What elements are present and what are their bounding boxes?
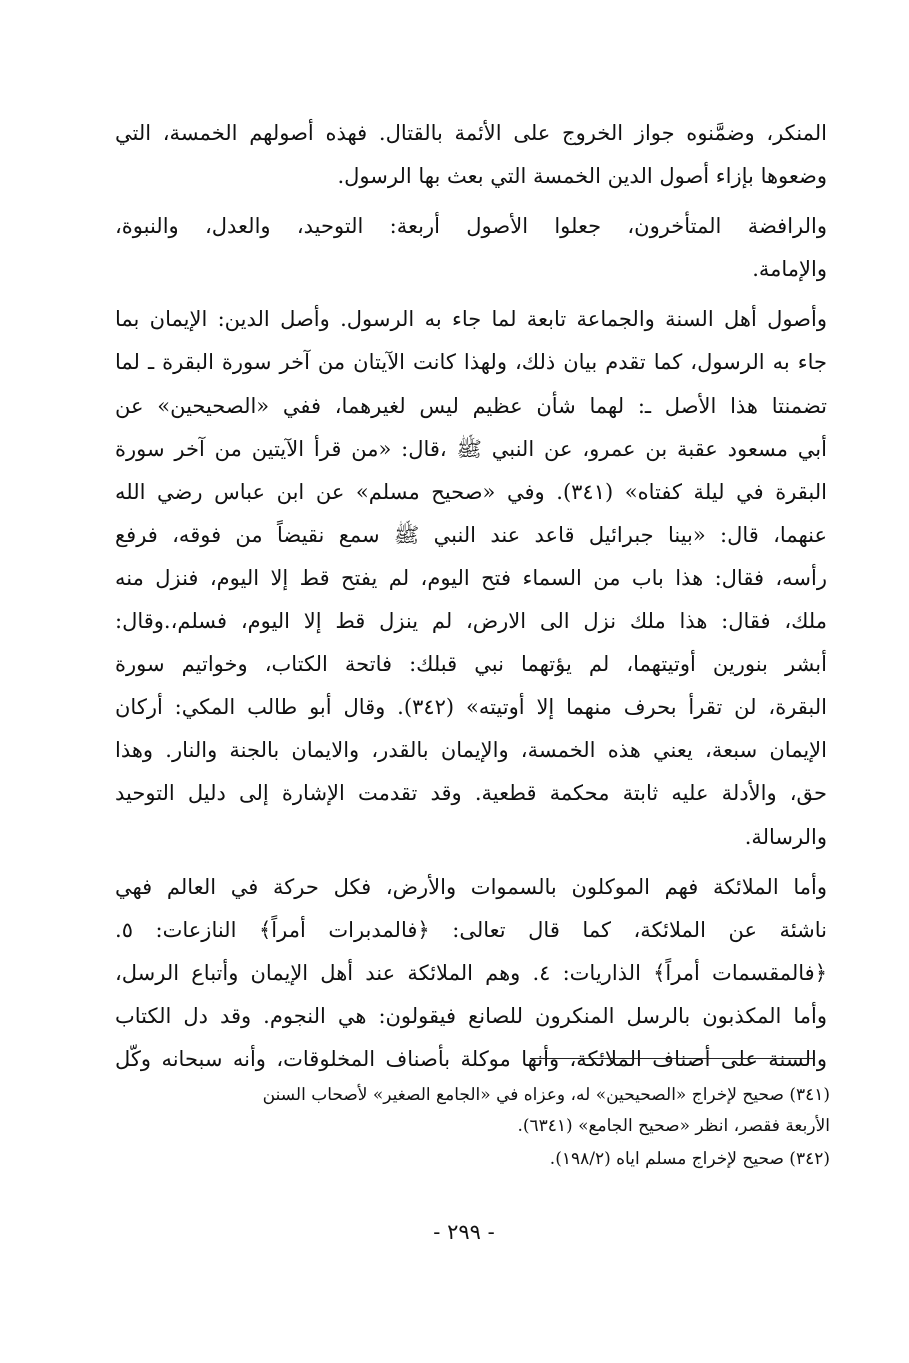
text-line: والسنة على أصناف الملائكة، وأنها موكلة بأصناف المخلوقات، وأنه سبحانه وكّل [115, 1046, 827, 1071]
footnote-line: (٣٤١) صحيح لإخراج «الصحيحين» له، وعزاه في «الجامع الصغير» لأصحاب السنن [262, 1085, 830, 1105]
footnote [118, 1080, 830, 1142]
text-line: البقرة في ليلة كفتاه» (٣٤١). وفي «صحيح مسلم» عن ابن عباس رضي الله [115, 479, 827, 504]
text-line: والإمامة. [752, 257, 827, 282]
text-line: أبشر بنورين أوتيتهما، لم يؤتهما نبي قبلك: فاتحة الكتاب، وخواتيم سورة [115, 652, 827, 677]
footnote-line: الأربعة فقصر، انظر «صحيح الجامع» (٦٣٤١). [517, 1116, 830, 1136]
text-line: رأسه، فقال: هذا باب من السماء فتح اليوم، لم يفتح قط إلا اليوم، فنزل منه [115, 565, 827, 590]
text-line: جاء به الرسول، كما تقدم بيان ذلك، ولهذا كانت الآيتان من آخر سورة البقرة ـ لما [115, 350, 827, 375]
footnote [118, 1144, 830, 1175]
text-line: والرسالة. [744, 824, 827, 849]
text-line: المنكر، وضمَّنوه جواز الخروج على الأئمة بالقتال. فهذه أصولهم الخمسة، التي [115, 121, 827, 145]
text-line: الإيمان سبعة، يعني هذه الخمسة، والإيمان بالقدر، والايمان بالجنة والنار. وهذا [115, 738, 827, 763]
text-line: وضعوها بإزاء أصول الدين الخمسة التي بعث بها الرسول. [337, 164, 827, 189]
text-line: ﴿فالمقسمات أمراً﴾ الذاريات: ٤. وهم الملائكة عند أهل الإيمان وأتباع الرسل، [115, 960, 827, 985]
text-line: أبي مسعود عقبة بن عمرو، عن النبي ﷺ ،قال: «من قرأ الآيتين من آخر سورة [115, 436, 827, 461]
paragraph [115, 298, 827, 858]
text-line: حق، والأدلة عليه ثابتة محكمة قطعية. وقد تقدمت الإشارة إلى دليل التوحيد [115, 781, 827, 806]
page-number: - ٢٩٩ - [433, 1220, 495, 1244]
text-line: تضمنتا هذا الأصل ـ: لهما شأن عظيم ليس لغيرهما، ففي «الصحيحين» عن [115, 393, 827, 418]
paragraph [115, 205, 827, 291]
text-line: والرافضة المتأخرون، جعلوا الأصول أربعة: التوحيد، والعدل، والنبوة، [115, 214, 827, 239]
text-line: البقرة، لن تقرأ بحرف منهما إلا أوتيته» (٣٤٢). وقال أبو طالب المكي: أركان [115, 695, 827, 720]
paragraph [115, 112, 827, 198]
text-line: وأصول أهل السنة والجماعة تابعة لما جاء به الرسول. وأصل الدين: الإيمان بما [115, 307, 827, 332]
paragraph [115, 866, 827, 1081]
body-text [115, 112, 827, 1088]
text-line: ناشئة عن الملائكة، كما قال تعالى: ﴿فالمدبرات أمراً﴾ النازعات: ٥. [115, 917, 827, 942]
text-line: ملك، فقال: هذا ملك نزل الى الارض، لم ينزل قط إلا اليوم، فسلم،.وقال: [115, 609, 827, 634]
footnote-divider [530, 1058, 815, 1059]
text-line: وأما الملائكة فهم الموكلون بالسموات والأرض، فكل حركة في العالم فهي [115, 874, 827, 899]
footnote-line: (٣٤٢) صحيح لإخراج مسلم اياه (١٩٨/٢). [549, 1149, 830, 1169]
text-line: وأما المكذبون بالرسل المنكرون للصانع فيقولون: هي النجوم. وقد دل الكتاب [115, 1003, 827, 1028]
footnotes [118, 1080, 830, 1177]
text-line: عنهما، قال: «بينا جبرائيل قاعد عند النبي ﷺ سمع نقيضاً من فوقه، فرفع [115, 522, 827, 547]
